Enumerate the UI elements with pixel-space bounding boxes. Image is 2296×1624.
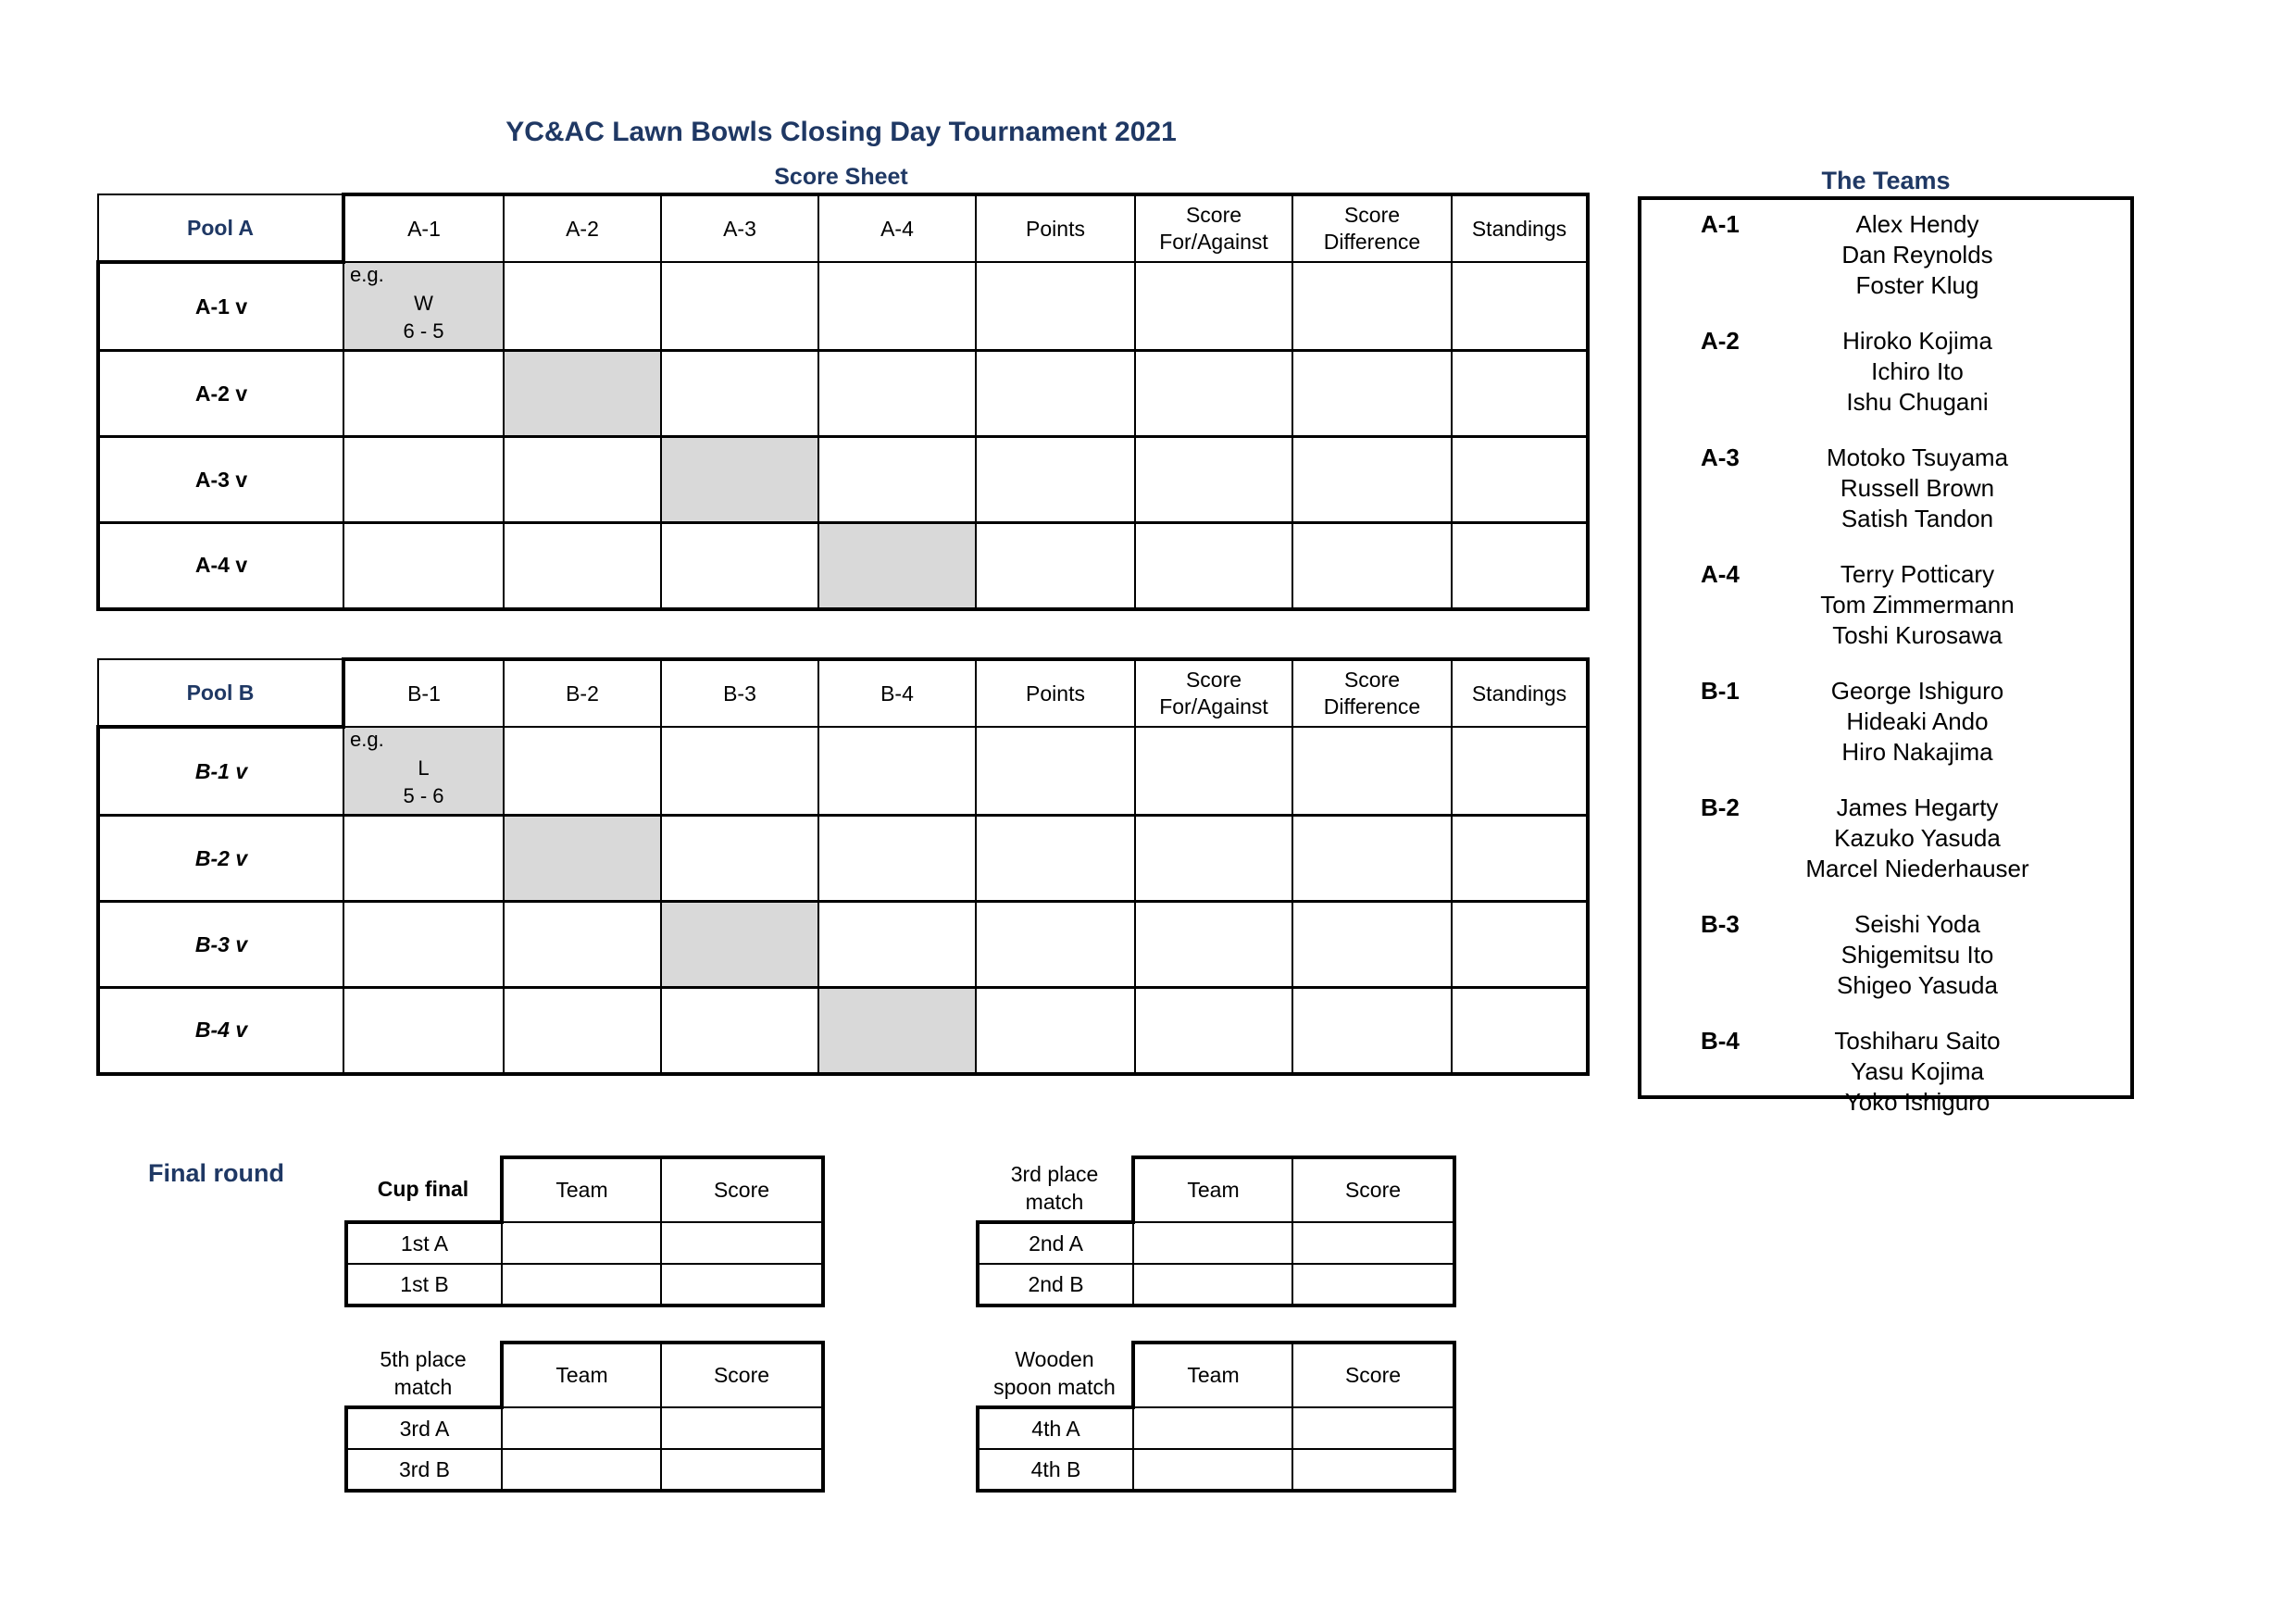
wooden-spoon-match-label: [978, 1343, 1133, 1407]
team-member: Seishi Yoda: [1854, 910, 1980, 938]
example-prefix: e.g.: [350, 263, 384, 286]
score-cell: [1292, 1222, 1454, 1264]
row-label: 4th A: [978, 1407, 1133, 1449]
team-member: Yasu Kojima: [1850, 1057, 1985, 1085]
team-member: Hiro Nakajima: [1841, 738, 1993, 766]
score-cell: [818, 727, 976, 816]
score-cell: [504, 727, 661, 816]
team-cell: [502, 1407, 661, 1449]
team-column-header: Team: [1133, 1343, 1292, 1407]
team-cell: [1133, 1264, 1292, 1305]
team-cell: [1133, 1407, 1292, 1449]
score-cell: [661, 1449, 823, 1491]
standings-cell: [1452, 902, 1588, 988]
team-member: Shigemitsu Ito: [1841, 941, 1994, 968]
diagonal-cell: [818, 523, 976, 609]
team-id: A-1: [1701, 210, 1740, 238]
score-for-against-cell: [1135, 816, 1292, 902]
row-label: A-4 v: [98, 523, 343, 609]
team-entry: [1641, 559, 2130, 651]
team-member: Toshiharu Saito: [1834, 1027, 2001, 1055]
column-header: A-4: [818, 194, 976, 262]
wooden-spoon-match-label-text: Wooden spoon match: [993, 1347, 1116, 1399]
example-cell: [343, 727, 504, 816]
row-label: B-2 v: [98, 816, 343, 902]
column-header: [1292, 194, 1452, 262]
standings-cell: [1452, 523, 1588, 609]
team-column-header: Team: [1133, 1157, 1292, 1222]
team-id: B-3: [1701, 910, 1740, 938]
row-label: 1st A: [346, 1222, 502, 1264]
example-content: [344, 728, 503, 814]
diagonal-cell: [661, 437, 818, 523]
fifth-place-match-table: [344, 1341, 825, 1493]
column-header: Points: [976, 194, 1135, 262]
team-member: Tom Zimmermann: [1820, 591, 2015, 618]
column-header: A-2: [504, 194, 661, 262]
row-label: A-1 v: [98, 262, 343, 351]
score-cell: [661, 816, 818, 902]
score-difference-cell: [1292, 262, 1452, 351]
team-entry: [1641, 793, 2130, 884]
column-header-text: Score Difference: [1323, 668, 1421, 718]
team-id: B-1: [1701, 677, 1740, 705]
score-cell: [343, 816, 504, 902]
team-cell: [1133, 1449, 1292, 1491]
column-header: B-1: [343, 659, 504, 727]
score-cell: [661, 523, 818, 609]
score-cell: [504, 262, 661, 351]
team-id: B-2: [1701, 793, 1740, 821]
row-label: 3rd B: [346, 1449, 502, 1491]
team-member: Ishu Chugani: [1846, 388, 1989, 416]
score-cell: [661, 988, 818, 1074]
team-member: Russell Brown: [1840, 474, 1995, 502]
team-members: [1784, 559, 2130, 651]
score-cell: [661, 262, 818, 351]
team-member: Satish Tandon: [1841, 505, 1994, 532]
page-subtitle: Score Sheet: [774, 164, 908, 190]
cup-final-label-text: Cup final: [377, 1176, 469, 1201]
column-header: B-2: [504, 659, 661, 727]
score-column-header: Score: [661, 1343, 823, 1407]
points-cell: [976, 523, 1135, 609]
row-label: B-4 v: [98, 988, 343, 1074]
column-header: Points: [976, 659, 1135, 727]
team-id: A-4: [1701, 560, 1740, 588]
row-label: A-3 v: [98, 437, 343, 523]
wooden-spoon-match-table: [976, 1341, 1456, 1493]
team-entry: [1641, 209, 2130, 301]
team-entry: [1641, 443, 2130, 534]
row-label: 2nd A: [978, 1222, 1133, 1264]
points-cell: [976, 437, 1135, 523]
score-cell: [343, 988, 504, 1074]
row-label: 3rd A: [346, 1407, 502, 1449]
team-members: [1784, 793, 2130, 884]
pool-b-label: Pool B: [98, 659, 343, 727]
score-cell: [1292, 1264, 1454, 1305]
team-member: Shigeo Yasuda: [1837, 971, 1998, 999]
score-difference-cell: [1292, 351, 1452, 437]
team-members: [1784, 676, 2130, 768]
team-member: Alex Hendy: [1855, 210, 1979, 238]
pool-a-table: [96, 193, 1590, 611]
teams-panel: [1638, 196, 2134, 1116]
score-cell: [343, 437, 504, 523]
team-column-header: Team: [502, 1343, 661, 1407]
score-cell: [818, 816, 976, 902]
diagonal-cell: [504, 816, 661, 902]
team-member: Terry Potticary: [1840, 560, 1995, 588]
score-for-against-cell: [1135, 523, 1292, 609]
team-member: Kazuko Yasuda: [1834, 824, 2001, 852]
diagonal-cell: [504, 351, 661, 437]
score-difference-cell: [1292, 988, 1452, 1074]
team-members: [1784, 443, 2130, 534]
example-score: 6 - 5: [403, 319, 444, 343]
team-entry: [1641, 909, 2130, 1001]
points-cell: [976, 727, 1135, 816]
pool-b-table: [96, 657, 1590, 1076]
score-cell: [343, 351, 504, 437]
points-cell: [976, 816, 1135, 902]
final-round-heading: Final round: [148, 1159, 284, 1187]
team-id: A-3: [1701, 443, 1740, 471]
score-for-against-cell: [1135, 902, 1292, 988]
score-cell: [504, 523, 661, 609]
score-cell: [818, 351, 976, 437]
example-content: [344, 263, 503, 349]
pool-a-label: Pool A: [98, 194, 343, 262]
score-for-against-cell: [1135, 262, 1292, 351]
score-difference-cell: [1292, 437, 1452, 523]
standings-cell: [1452, 988, 1588, 1074]
example-cell: [343, 262, 504, 351]
example-result: W: [414, 291, 433, 315]
score-cell: [661, 727, 818, 816]
row-label: B-1 v: [98, 727, 343, 816]
team-members: [1784, 909, 2130, 1001]
column-header: B-4: [818, 659, 976, 727]
third-place-match-table: [976, 1156, 1456, 1307]
score-cell: [818, 902, 976, 988]
points-cell: [976, 351, 1135, 437]
score-cell: [818, 262, 976, 351]
team-member: Ichiro Ito: [1871, 357, 1964, 385]
score-difference-cell: [1292, 727, 1452, 816]
column-header: A-1: [343, 194, 504, 262]
example-result: L: [418, 756, 430, 780]
score-cell: [343, 902, 504, 988]
score-column-header: Score: [661, 1157, 823, 1222]
column-header: [1135, 659, 1292, 727]
score-cell: [661, 1222, 823, 1264]
team-members: [1784, 326, 2130, 418]
row-label: 1st B: [346, 1264, 502, 1305]
points-cell: [976, 902, 1135, 988]
score-cell: [1292, 1449, 1454, 1491]
third-place-match-label: [978, 1157, 1133, 1222]
score-column-header: Score: [1292, 1157, 1454, 1222]
team-member: Motoko Tsuyama: [1826, 443, 2009, 471]
score-cell: [1292, 1407, 1454, 1449]
column-header-text: Score For/Against: [1159, 668, 1268, 718]
team-member: Hideaki Ando: [1846, 707, 1989, 735]
score-cell: [504, 902, 661, 988]
team-column-header: Team: [502, 1157, 661, 1222]
score-for-against-cell: [1135, 727, 1292, 816]
score-for-against-cell: [1135, 351, 1292, 437]
team-cell: [1133, 1222, 1292, 1264]
team-id: B-4: [1701, 1027, 1740, 1055]
diagonal-cell: [818, 988, 976, 1074]
standings-cell: [1452, 816, 1588, 902]
points-cell: [976, 262, 1135, 351]
team-cell: [502, 1222, 661, 1264]
team-member: Foster Klug: [1855, 271, 1979, 299]
column-header: [1292, 659, 1452, 727]
score-cell: [343, 523, 504, 609]
third-place-match-label-text: 3rd place match: [1010, 1162, 1099, 1214]
row-label: 2nd B: [978, 1264, 1133, 1305]
score-for-against-cell: [1135, 437, 1292, 523]
cup-final-table: [344, 1156, 825, 1307]
score-cell: [661, 1407, 823, 1449]
teams-heading: The Teams: [1821, 167, 1951, 194]
row-label: A-2 v: [98, 351, 343, 437]
team-entry: [1641, 676, 2130, 768]
row-label: 4th B: [978, 1449, 1133, 1491]
score-difference-cell: [1292, 523, 1452, 609]
column-header: B-3: [661, 659, 818, 727]
points-cell: [976, 988, 1135, 1074]
standings-cell: [1452, 351, 1588, 437]
cup-final-label: [346, 1157, 502, 1222]
score-for-against-cell: [1135, 988, 1292, 1074]
team-members: [1784, 1026, 2130, 1118]
diagonal-cell: [661, 902, 818, 988]
score-cell: [504, 988, 661, 1074]
standings-cell: [1452, 437, 1588, 523]
team-members: [1784, 209, 2130, 301]
score-column-header: Score: [1292, 1343, 1454, 1407]
column-header: Standings: [1452, 194, 1588, 262]
score-cell: [504, 437, 661, 523]
row-label: B-3 v: [98, 902, 343, 988]
team-id: A-2: [1701, 327, 1740, 355]
column-header: Standings: [1452, 659, 1588, 727]
team-member: Marcel Niederhauser: [1805, 855, 2029, 882]
team-cell: [502, 1449, 661, 1491]
fifth-place-match-label-text: 5th place match: [380, 1347, 467, 1399]
fifth-place-match-label: [346, 1343, 502, 1407]
example-prefix: e.g.: [350, 728, 384, 751]
standings-cell: [1452, 727, 1588, 816]
team-member: Hiroko Kojima: [1842, 327, 1992, 355]
team-member: Yoko Ishiguro: [1844, 1088, 1990, 1116]
team-member: Dan Reynolds: [1841, 241, 1993, 269]
team-member: Toshi Kurosawa: [1832, 621, 2003, 649]
score-cell: [661, 351, 818, 437]
score-difference-cell: [1292, 816, 1452, 902]
team-member: George Ishiguro: [1830, 677, 2004, 705]
team-entry: [1641, 1026, 2130, 1118]
standings-cell: [1452, 262, 1588, 351]
column-header: A-3: [661, 194, 818, 262]
column-header-text: Score For/Against: [1159, 203, 1268, 254]
score-difference-cell: [1292, 902, 1452, 988]
column-header-text: Score Difference: [1323, 203, 1421, 254]
score-cell: [661, 1264, 823, 1305]
column-header: [1135, 194, 1292, 262]
team-entry: [1641, 326, 2130, 418]
page-title: YC&AC Lawn Bowls Closing Day Tournament 2021: [505, 117, 1177, 147]
team-member: James Hegarty: [1836, 793, 1999, 821]
team-cell: [502, 1264, 661, 1305]
score-cell: [818, 437, 976, 523]
example-score: 5 - 6: [403, 784, 444, 807]
